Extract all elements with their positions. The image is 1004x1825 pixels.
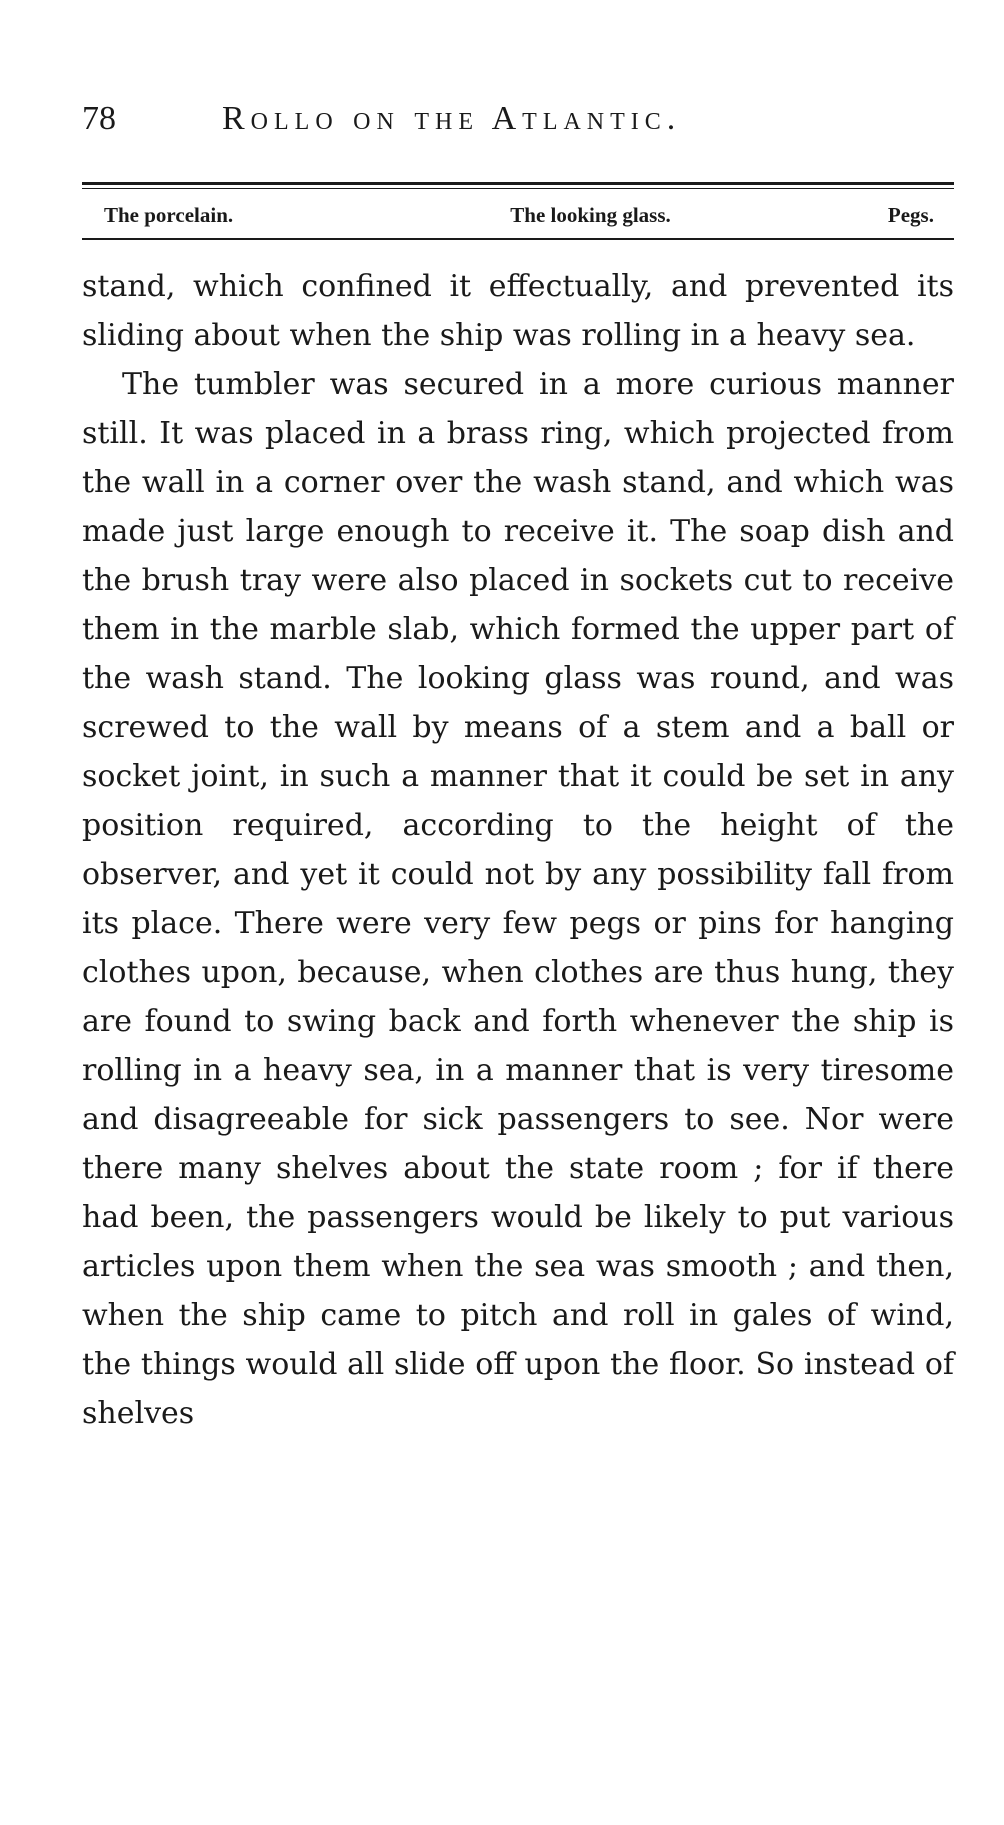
topic-pegs: Pegs.: [887, 203, 934, 227]
topics-rule: [82, 238, 954, 240]
body-text: [82, 262, 954, 1438]
topic-headings: [82, 189, 954, 238]
topic-looking-glass: The looking glass.: [510, 203, 671, 227]
topic-porcelain: The porcelain.: [104, 203, 234, 227]
book-title: Rollo on the Atlantic.: [222, 100, 682, 137]
header-rule-thick: [82, 182, 954, 185]
paragraph-continuation: stand, which confined it effectually, and prevented its sliding about when the ship was rolling in a heavy sea.: [82, 269, 954, 353]
page-number: 78: [82, 100, 116, 137]
paragraph-tumbler: The tumbler was secured in a more curious manner still. It was placed in a brass ring, which projected from the wall in a corner over the wash stand, and which was made just large enough to receive it. The soap dish and the brush tray were also placed in sockets cut to receive them in the marble slab, which formed the upper part of the wash stand. The looking glass was round, and was screwed to the wall by means of a stem and a ball or socket joint, in such a manner that it could be set in any position required, according to the height of the observer, and yet it could not by any possibility fall from its place. There were very few pegs or pins for hanging clothes upon, because, when clothes are thus hung, they are found to swing back and forth whenever the ship is rolling in a heavy sea, in a manner that is very tiresome and disagreeable for sick passengers to see. Nor were there many shelves about the state room ; for if there had been, the passengers would be likely to put various articles upon them when the sea was smooth ; and then, when the ship came to pitch and roll in gales of wind, the things would all slide off upon the floor. So instead of shelves: [82, 367, 954, 1431]
book-page: [82, 100, 954, 1438]
running-head: [82, 100, 954, 172]
